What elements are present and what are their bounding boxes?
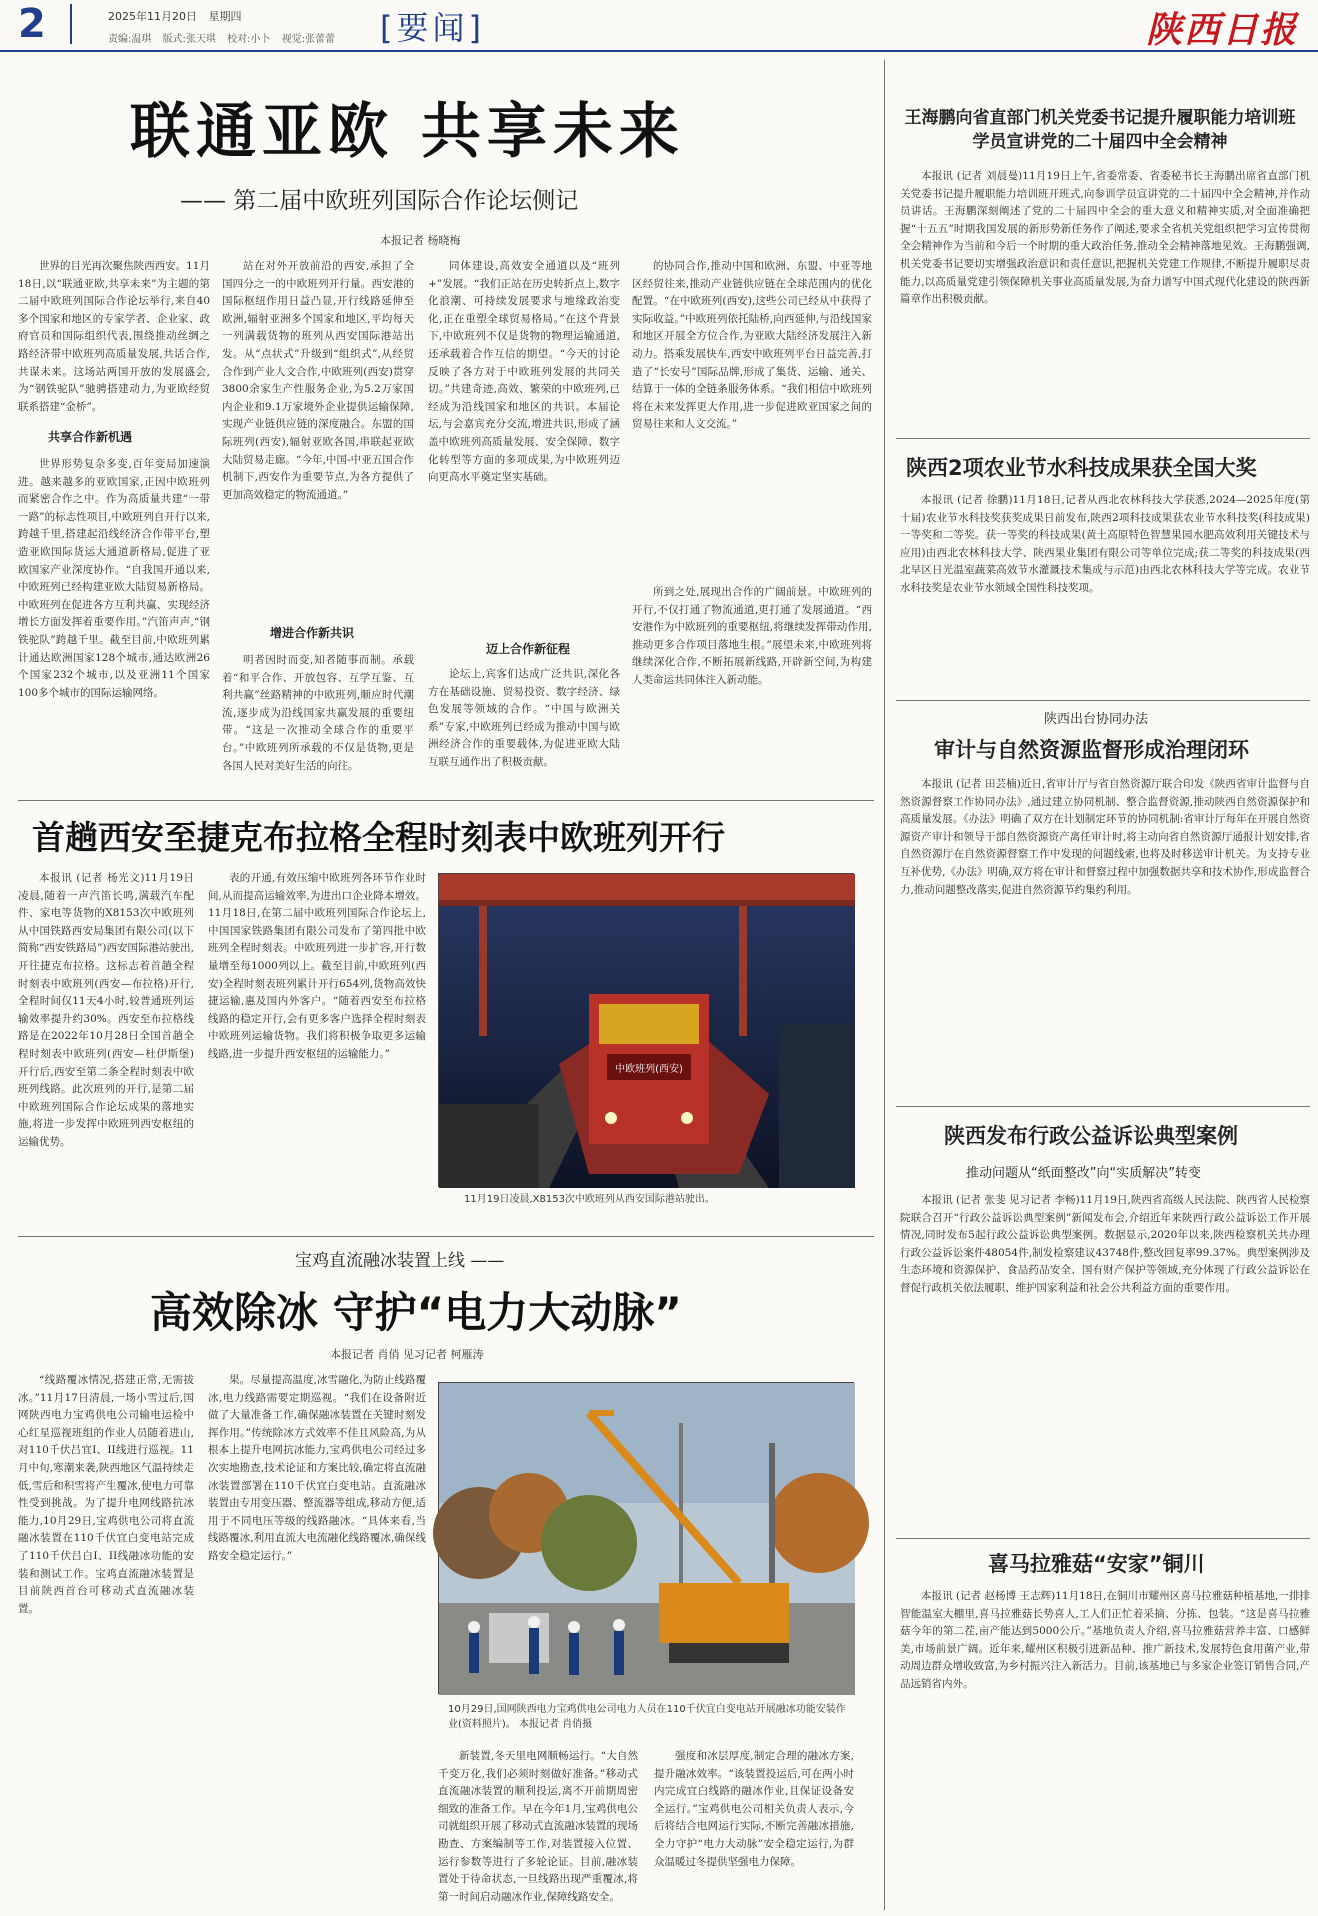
right-divider-2 [896,700,1310,701]
story5-headline: 喜马拉雅菇“安家”铜川 [988,1552,1205,1576]
story3-kicker: 陕西出台协同办法 [1044,712,1149,727]
newspaper-logo: 陕西日报 [1145,9,1298,51]
ice-byline: 本报记者 肖俏 见习记者 柯雁涛 [330,1348,484,1361]
lead-section-heading-3: 迈上合作新征程 [486,642,571,656]
story2-headline: 陕西2项农业节水科技成果获全国大奖 [906,456,1257,480]
lead-column-2b: 明者因时而变,知者随事而制。承载着“和平合作、开放包容、互学互鉴、互利共赢”丝路精神的中欧班列,顺应时代潮流,逐步成为沿线国家共赢发展的重要纽带。“这是一次推动全球合作的重要平台。”中欧班列所承载的不仅是货物,更是各国人民对美好生活的向往。 [222,654,414,772]
ice-photo [438,1382,854,1694]
masthead [0,0,1318,52]
proofreader-credit: 校对:小卜 [227,34,271,45]
right-column-divider [884,60,885,1910]
lead-column-4b: 所到之处,展现出合作的广阔前景。中欧班列的开行,不仅打通了物流通道,更打通了发展通道。“西安港作为中欧班列的重要枢纽,将继续发挥带动作用,推动更多合作项目落地生根。”展望未来,中欧班列将继续深化合作,不断拓展新线路,开辟新空间,为构建人类命运共同体注入新动能。 [632,586,872,686]
lead-section-heading-2: 增进合作新共识 [270,626,355,640]
right-divider-4 [896,1538,1310,1539]
issue-weekday: 星期四 [208,10,242,23]
lead-column-3: 同体建设,高效安全通道以及“班列+”发展。“我们正站在历史转折点上,数字化浪潮、可持续发展要求与地缘政治变化,正在重塑全球贸易格局。”在这个背景下,中欧班列不仅是货物的物理运输通道,还承载着合作互信的期望。“今天的讨论反映了各方对于中欧班列发展的共同关切。”共建奇迹,高效、繁荣的中欧班列,已经成为沿线国家和地区的共识。本届论坛,与会嘉宾充分交流,增进共识,形成了涵盖中欧班列高质量发展、安全保障、数字化转型等方面的多项成果,为中欧班列迈向更高水平奠定坚实基础。 [428,260,620,484]
ice-column-2: 果。尽量提高温度,冰雪融化,为防止线路覆冰,电力线路需要定期巡视。“我们在设备附近做了大量准备工作,确保融冰装置在关键时刻发挥作用。”传统除冰方式效率不佳且风险高,为从根本上提升电网抗冰能力,宝鸡供电公司经过多次实地勘查,技术论证和方案比较,确定将直流融冰装置部署在110千伏宜白变电站。直流融冰装置由专用变压器、整流器等组成,移动方便,适用于不同电压等级的线路融冰。“具体来看,当线路覆冰,利用直流大电流融化线路覆冰,确保线路安全稳定运行。” [208,1374,426,1562]
ice-column-4: 强度和冰层厚度,制定合理的融冰方案,提升融冰效率。“该装置投运后,可在两小时内完成宜白线路的融冰作业,且保证设备安全运行。”宝鸡供电公司相关负责人表示,今后将结合电网运行实际,不断完善融冰措施,全力守护“电力大动脉”安全稳定运行,为群众温暖过冬提供坚强电力保障。 [654,1750,854,1868]
story2-text: 本报讯 (记者 徐鹏)11月18日,记者从西北农林科技大学获悉,2024—2025年度(第十届)农业节水科技奖获奖成果日前发布,陕西2项科技成果获农业节水科技奖(科技成果)一等奖和二等奖。获一等奖的科技成果(黄土高原特色智慧果园水肥高效利用关键技术与应用)由西北农林科技大学、陕西果业集团有限公司等单位完成;获二等奖的科技成果(西北早区日光温室蔬菜高效节水灌溉技术集成与示范)由西北农林科技大学等完成。农业节水科技奖是农业节水领域全国性科技奖项。 [900,494,1310,594]
story4-text: 本报讯 (记者 张斐 见习记者 李畅)11月19日,陕西省高级人民法院、陕西省人民检察院联合召开“行政公益诉讼典型案例”新闻发布会,介绍近年来陕西行政公益诉讼工作开展情况,同时发布5起行政公益诉讼典型案例。数据显示,2020年以来,陕西检察机关共办理行政公益诉讼案件48054件,制发检察建议43748件,整改回复率99.37%。典型案例涉及生态环境和资源保护、食品药品安全、国有财产保护等领域,充分体现了行政公益诉讼在督促行政机关依法履职、维护国家利益和社会公共利益方面的重要作用。 [900,1194,1310,1294]
train-sign-text: 中欧班列(西安) [615,1064,683,1075]
story3-text: 本报讯 (记者 田芸楠)近日,省审计厅与省自然资源厅联合印发《陕西省审计监督与自然资源督察工作协同办法》,通过建立协同机制、整合监督资源,推动陕西自然资源保护和高质量发展。《办法》明确了双方在计划制定环节的协同机制:省审计厅每年在开展自然资源资产审计和领导干部自然资源资产离任审计时,将主动向省自然资源厅通报计划安排,省自然资源厅在自然资源督察工作中发现的问题线索,也将及时移送审计机关。为支持专业互补优势,《办法》明确,双方将在审计和督察过程中加强数据共享和技术协作,形成监督合力,推动问题整改落实,促进自然资源节约集约利用。 [900,778,1310,896]
reviewer-credit: 视觉:张蕾蕾 [281,34,336,45]
lead-column-3b: 论坛上,宾客们达成广泛共识,深化各方在基础设施、贸易投资、数字经济、绿色发展等领域的合作。“中国与欧洲关系”专家,中欧班列已经成为推动中国与欧洲经济合作的重要载体,为促进亚欧大陆互联互通作出了积极贡献。 [428,668,620,768]
masthead-meta [108,8,343,45]
ice-headline: 高效除冰 守护“电力大动脉” [150,1288,682,1337]
section-title: [要闻] [380,9,485,47]
lead-section-heading-1: 共享合作新机遇 [48,430,133,444]
ice-column-1: “线路覆冰情况,搭建正常,无需拔冰。”11月17日清晨,一场小雪过后,国网陕西电力宝鸡供电公司输电运检中心红星巡视班组的作业人员随着进山,对110千伏吕宜I、II线进行巡视。11月中旬,寒潮来袭,陕西地区气温持续走低,雪后和积雪将产生覆冰,使电力可靠性受到挑战。为了提升电网线路抗冰能力,10月29日,宝鸡供电公司将直流融冰装置在110千伏宜白变电站完成了110千伏吕白I、II线融冰功能的安装和测试工作。宝鸡直流融冰装置是目前陕西首台可移动式直流融冰装置。 [18,1374,194,1615]
lead-headline: 联通亚欧 共享未来 [130,97,685,167]
editor-credit: 责编:温琪 [108,34,152,45]
issue-date: 2025年11月20日 [108,10,197,23]
lead-column-1b: 世界形势复杂多变,百年变局加速演进。越来越多的亚欧国家,正因中欧班列而紧密合作之中。作为高质量共建“一带一路”的标志性项目,中欧班列自开行以来,跨越千里,搭建起沿线经济合作带平台,塑造亚欧国际货运大通道新格局,促进了亚欧国家产业深度协作。“自我国开通以来,中欧班列已经构建亚欧大陆贸易新格局。中欧班列在促进各方互利共赢、实现经济增长方面发挥着重要作用。”汽笛声声,“钢铁驼队”跨越千里。截至目前,中欧班列累计通达欧洲国家128个城市,通达欧洲26个国家232个城市,以及亚洲11个国家100多个城市的国际运输网络。 [18,458,210,699]
designer-credit: 版式:张天琪 [162,34,216,45]
train-photo-image [439,874,855,1188]
ice-photo-image [439,1383,855,1695]
train-headline: 首趟西安至捷克布拉格全程时刻表中欧班列开行 [32,818,725,857]
right-divider-1 [896,438,1310,439]
lead-subhead: —— 第二届中欧班列国际合作论坛侧记 [180,188,579,214]
lead-column-4: 的协同合作,推动中国和欧洲、东盟、中亚等地区经贸往来,推动产业链供应链在全球范围内的优化配置。“在中欧班列(西安),这些公司已经从中获得了实际收益。”中欧班列依托陆桥,向西延伸,与沿线国家和地区开展全方位合作,为亚欧大陆经济发展注入新动力。搭乘发展快车,西安中欧班列平台日益完善,打造了“长安号”国际品牌,形成了集货、运输、通关、结算于一体的全链条服务体系。“我们相信中欧班列将在未来发挥更大作用,进一步促进欧亚国家之间的贸易往来和人文交流。” [632,260,872,431]
ice-photo-caption: 10月29日,国网陕西电力宝鸡供电公司电力人员在110千伏宜白变电站开展融冰功能安装作业(资料照片)。 本报记者 肖俏摄 [448,1704,846,1730]
train-photo-caption: 11月19日凌晨,X8153次中欧班列从西安国际港站驶出。 [464,1194,715,1205]
right-divider-3 [896,1106,1310,1107]
story4-headline: 陕西发布行政公益诉讼典型案例 [944,1124,1238,1148]
story4-subhead: 推动问题从“纸面整改”向“实质解决”转变 [966,1166,1201,1181]
story1-text: 本报讯 (记者 刘晨曼)11月19日上午,省委常委、省委秘书长王海鹏出席省直部门机关党委书记提升履职能力培训班开班式,向参训学员宣讲党的二十届四中全会精神,并作动员讲话。王海鹏深刻阐述了党的二十届四中全会的重大意义和精神实质,对全面准确把握“十五五”时期我国发展的新形势新任务作了阐述,要求全省机关党组织把学习宣传贯彻全会精神作为当前和今后一个时期的重大政治任务,推动全会精神落地见效。王海鹏强调,机关党委书记要切实增强政治意识和责任意识,把握机关党建工作规律,不断提升履职尽责能力,以高质量党建引领保障机关事业高质量发展,为奋力谱写中国式现代化建设的陕西新篇章作出积极贡献。 [900,170,1310,306]
ice-kicker: 宝鸡直流融冰装置上线 —— [295,1251,505,1271]
ice-column-3: 新装置,冬天里电网顺畅运行。“大自然千变万化,我们必须时刻做好准备。”移动式直流融冰装置的顺利投运,离不开前期周密细致的准备工作。早在今年1月,宝鸡供电公司就组织开展了移动式直流融冰装置的现场勘查、方案编制等工作,对装置接入位置、运行参数等进行了多轮论证。目前,融冰装置处于待命状态,一旦线路出现严重覆冰,将第一时间启动融冰作业,保障线路安全。 [438,1750,638,1903]
lead-column-2: 站在对外开放前沿的西安,承担了全国四分之一的中欧班列开行量。西安港的国际枢纽作用日益凸显,开行线路延伸至欧洲,辐射亚洲多个国家和地区,平均每天一列满载货物的班列从西安国际港站出发。从“点状式”升级到“组织式”,从经贸合作到产业人文合作,中欧班列(西安)贯穿3800余家生产性服务企业,为5.2万家国内企业和9.1万家境外企业提供运输保障,实现产业链供应链的深度融合。东盟的国际班列(西安),辐射亚欧各国,串联起亚欧大陆贸易走廊。“今年,中国-中亚五国合作机制下,西安作为重要节点,为各方提供了更加高效稳定的物流通道。” [222,260,414,501]
story1-headline: 王海鹏向省直部门机关党委书记提升履职能力培训班学员宣讲党的二十届四中全会精神 [904,108,1296,152]
story5-text: 本报讯 (记者 赵杨博 王志辉)11月18日,在铜川市耀州区喜马拉雅菇种植基地,一排排智能温室大棚里,喜马拉雅菇长势喜人,工人们正忙着采摘、分拣、包装。“这是喜马拉雅菇今年的第二茬,亩产能达到5000公斤。”基地负责人介绍,喜马拉雅菇营养丰富、口感鲜美,市场前景广阔。近年来,耀州区积极引进新品种、推广新技术,发展特色食用菌产业,带动周边群众增收致富,为乡村振兴注入新活力。目前,该基地已与多家企业签订销售合同,产品远销省内外。 [900,1590,1310,1690]
lead-column-1: 世界的目光再次聚焦陕西西安。11月18日,以“联通亚欧,共享未来”为主题的第二届中欧班列国际合作论坛举行,来自40多个国家和地区的专家学者、企业家、政府官员和国际组织代表,围绕推动丝绸之路经济带中欧班列高质量发展,共话合作,共谋未来。这场站两国开放的发展盛会,为“钢铁驼队”驰骋搭建动力,为亚欧经贸联系搭建“金桥”。 [18,260,210,413]
section-divider-2 [18,1236,874,1237]
page-number: 2 [18,4,72,44]
section-divider-1 [18,800,874,801]
lead-byline: 本报记者 杨晓梅 [380,234,461,247]
train-photo [438,873,854,1187]
train-column-1: 本报讯 (记者 杨光文)11月19日凌晨,随着一声汽笛长鸣,满载汽车配件、家电等货物的X8153次中欧班列从中国铁路西安局集团有限公司(以下简称“西安铁路局”)西安国际港站驶出,开往捷克布拉格。这标志着首趟全程时刻表中欧班列(西安—布拉格)开行,全程时间仅11天4小时,较普通班列运输效率提升约30%。西安至布拉格线路是在2022年10月28日全国首趟全程时刻表中欧班列(西安—杜伊斯堡)开行后,西安至第二条全程时刻表中欧班列线路。此次班列的开行,是第二届中欧班列国际合作论坛成果的落地实施,将进一步发挥中欧班列西安枢纽的运输优势。 [18,872,194,1148]
train-column-2: 表的开通,有效压缩中欧班列各环节作业时间,从而提高运输效率,为进出口企业降本增效。11月18日,在第二届中欧班列国际合作论坛上,中国国家铁路集团有限公司发布了第四批中欧班列全程时刻表。中欧班列进一步扩容,开行数量增至每1000列以上。截至目前,中欧班列(西安)全程时刻表班列累计开行654列,货物高效快捷运输,惠及国内外客户。“随着西安至布拉格线路的稳定开行,会有更多客户选择全程时刻表中欧班列运输货物。我们将积极争取更多运输线路,进一步提升西安枢纽的运输能力。” [208,872,426,1060]
story3-headline: 审计与自然资源监督形成治理闭环 [934,738,1249,762]
